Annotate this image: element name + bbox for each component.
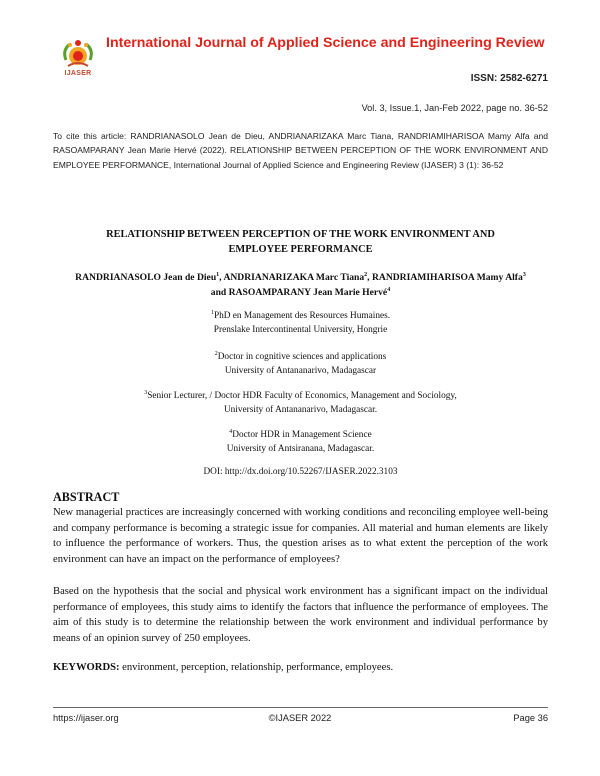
paper-title	[53, 227, 548, 257]
abstract-paragraph: Based on the hypothesis that the social and physical work environment has a significant impact on the individual performance of employees, this study aims to identify the factors that influence the performance of employees. The aim of this study is to determine the relationship between the work environment and individual performance by means of an opinion survey of 250 employees.	[53, 586, 548, 644]
affiliation: $^2$Doctor in cognitive sciences and applications University of Antananarivo, Madagascar	[214, 350, 387, 376]
title-line-2: EMPLOYEE PERFORMANCE	[228, 244, 373, 255]
affiliation: $^4$Doctor HDR in Management Science University of Antsiranana, Madagascar.	[226, 428, 375, 454]
footer-page-number: Page 36	[513, 713, 548, 723]
abstract-heading: ABSTRACT	[53, 490, 120, 504]
logo-text: IJASER	[64, 70, 92, 77]
author-name: RASOAMPARANY Jean Marie Hervé	[228, 287, 388, 298]
author-name: RANDRIANASOLO Jean de Dieu	[75, 272, 217, 283]
keywords-list: environment, perception, relationship, performance, employees.	[119, 662, 394, 673]
journal-title: International Journal of Applied Science and Engineering Review	[106, 35, 545, 51]
author-name: RANDRIAMIHARISOA Mamy Alfa	[371, 272, 523, 283]
title-line-1: RELATIONSHIP BETWEEN PERCEPTION OF THE WORK ENVIRONMENT AND	[106, 229, 495, 240]
authors-line-1: RANDRIANASOLO Jean de Dieu$^1$, ANDRIANARIZAKA Marc Tiana$^2$, RANDRIAMIHARISOA Mamy Alfa$^3$	[75, 271, 526, 283]
footer-divider	[53, 707, 548, 708]
footer-url-link[interactable]: https://ijaser.org	[53, 713, 119, 723]
citation: To cite this article: RANDRIANASOLO Jean de Dieu, ANDRIANARIZAKA Marc Tiana, RANDRIAMIHARISOA Mamy Alfa and RASOAMPARANY Jean Marie Hervé (2022). RELATIONSHIP BETWEEN PERCEPTION OF THE WORK ENVIRONMENT AND EMPLOYEE PERFORMANCE, International Journal of Applied Science and Engineering Review (IJASER) 3 (1): 36-52	[53, 131, 548, 170]
affiliation: $^3$Senior Lecturer, / Doctor HDR Faculty of Economics, Management and Sociology, University of Antananarivo, Madagascar.	[144, 389, 457, 415]
logo-emblem-icon	[58, 36, 98, 70]
affiliation: $^1$PhD en Management des Resources Humaines. Prenslake Intercontinental University, Hongrie	[210, 309, 391, 335]
author-list	[53, 270, 548, 300]
doi-link[interactable]: DOI: http://dx.doi.org/10.52267/IJASER.2022.3103	[203, 467, 398, 477]
author-sup: 2	[364, 271, 368, 278]
authors-line-2: and RASOAMPARANY Jean Marie Hervé$^4$	[210, 286, 391, 298]
author-sup: 4	[387, 286, 391, 293]
author-sup: 3	[522, 271, 526, 278]
keywords-label: KEYWORDS:	[53, 662, 120, 673]
volume-info: Vol. 3, Issue.1, Jan-Feb 2022, page no. 36-52	[361, 103, 548, 113]
author-name: ANDRIANARIZAKA Marc Tiana	[223, 272, 365, 283]
footer-copyright: ©IJASER 2022	[268, 713, 332, 723]
abstract-paragraph: New managerial practices are increasingly concerned with working conditions and reconciling employee well-being and company performance is becoming a strategic issue for companies. All material and human elements are likely to influence the performance of workers. Thus, the question arises as to what extent the perception of the work environment can have an impact on the performance of employees?	[53, 507, 548, 565]
issn: ISSN: 2582-6271	[470, 73, 548, 84]
keywords	[53, 662, 548, 673]
author-sup: 1	[216, 271, 220, 278]
journal-logo	[58, 36, 98, 84]
